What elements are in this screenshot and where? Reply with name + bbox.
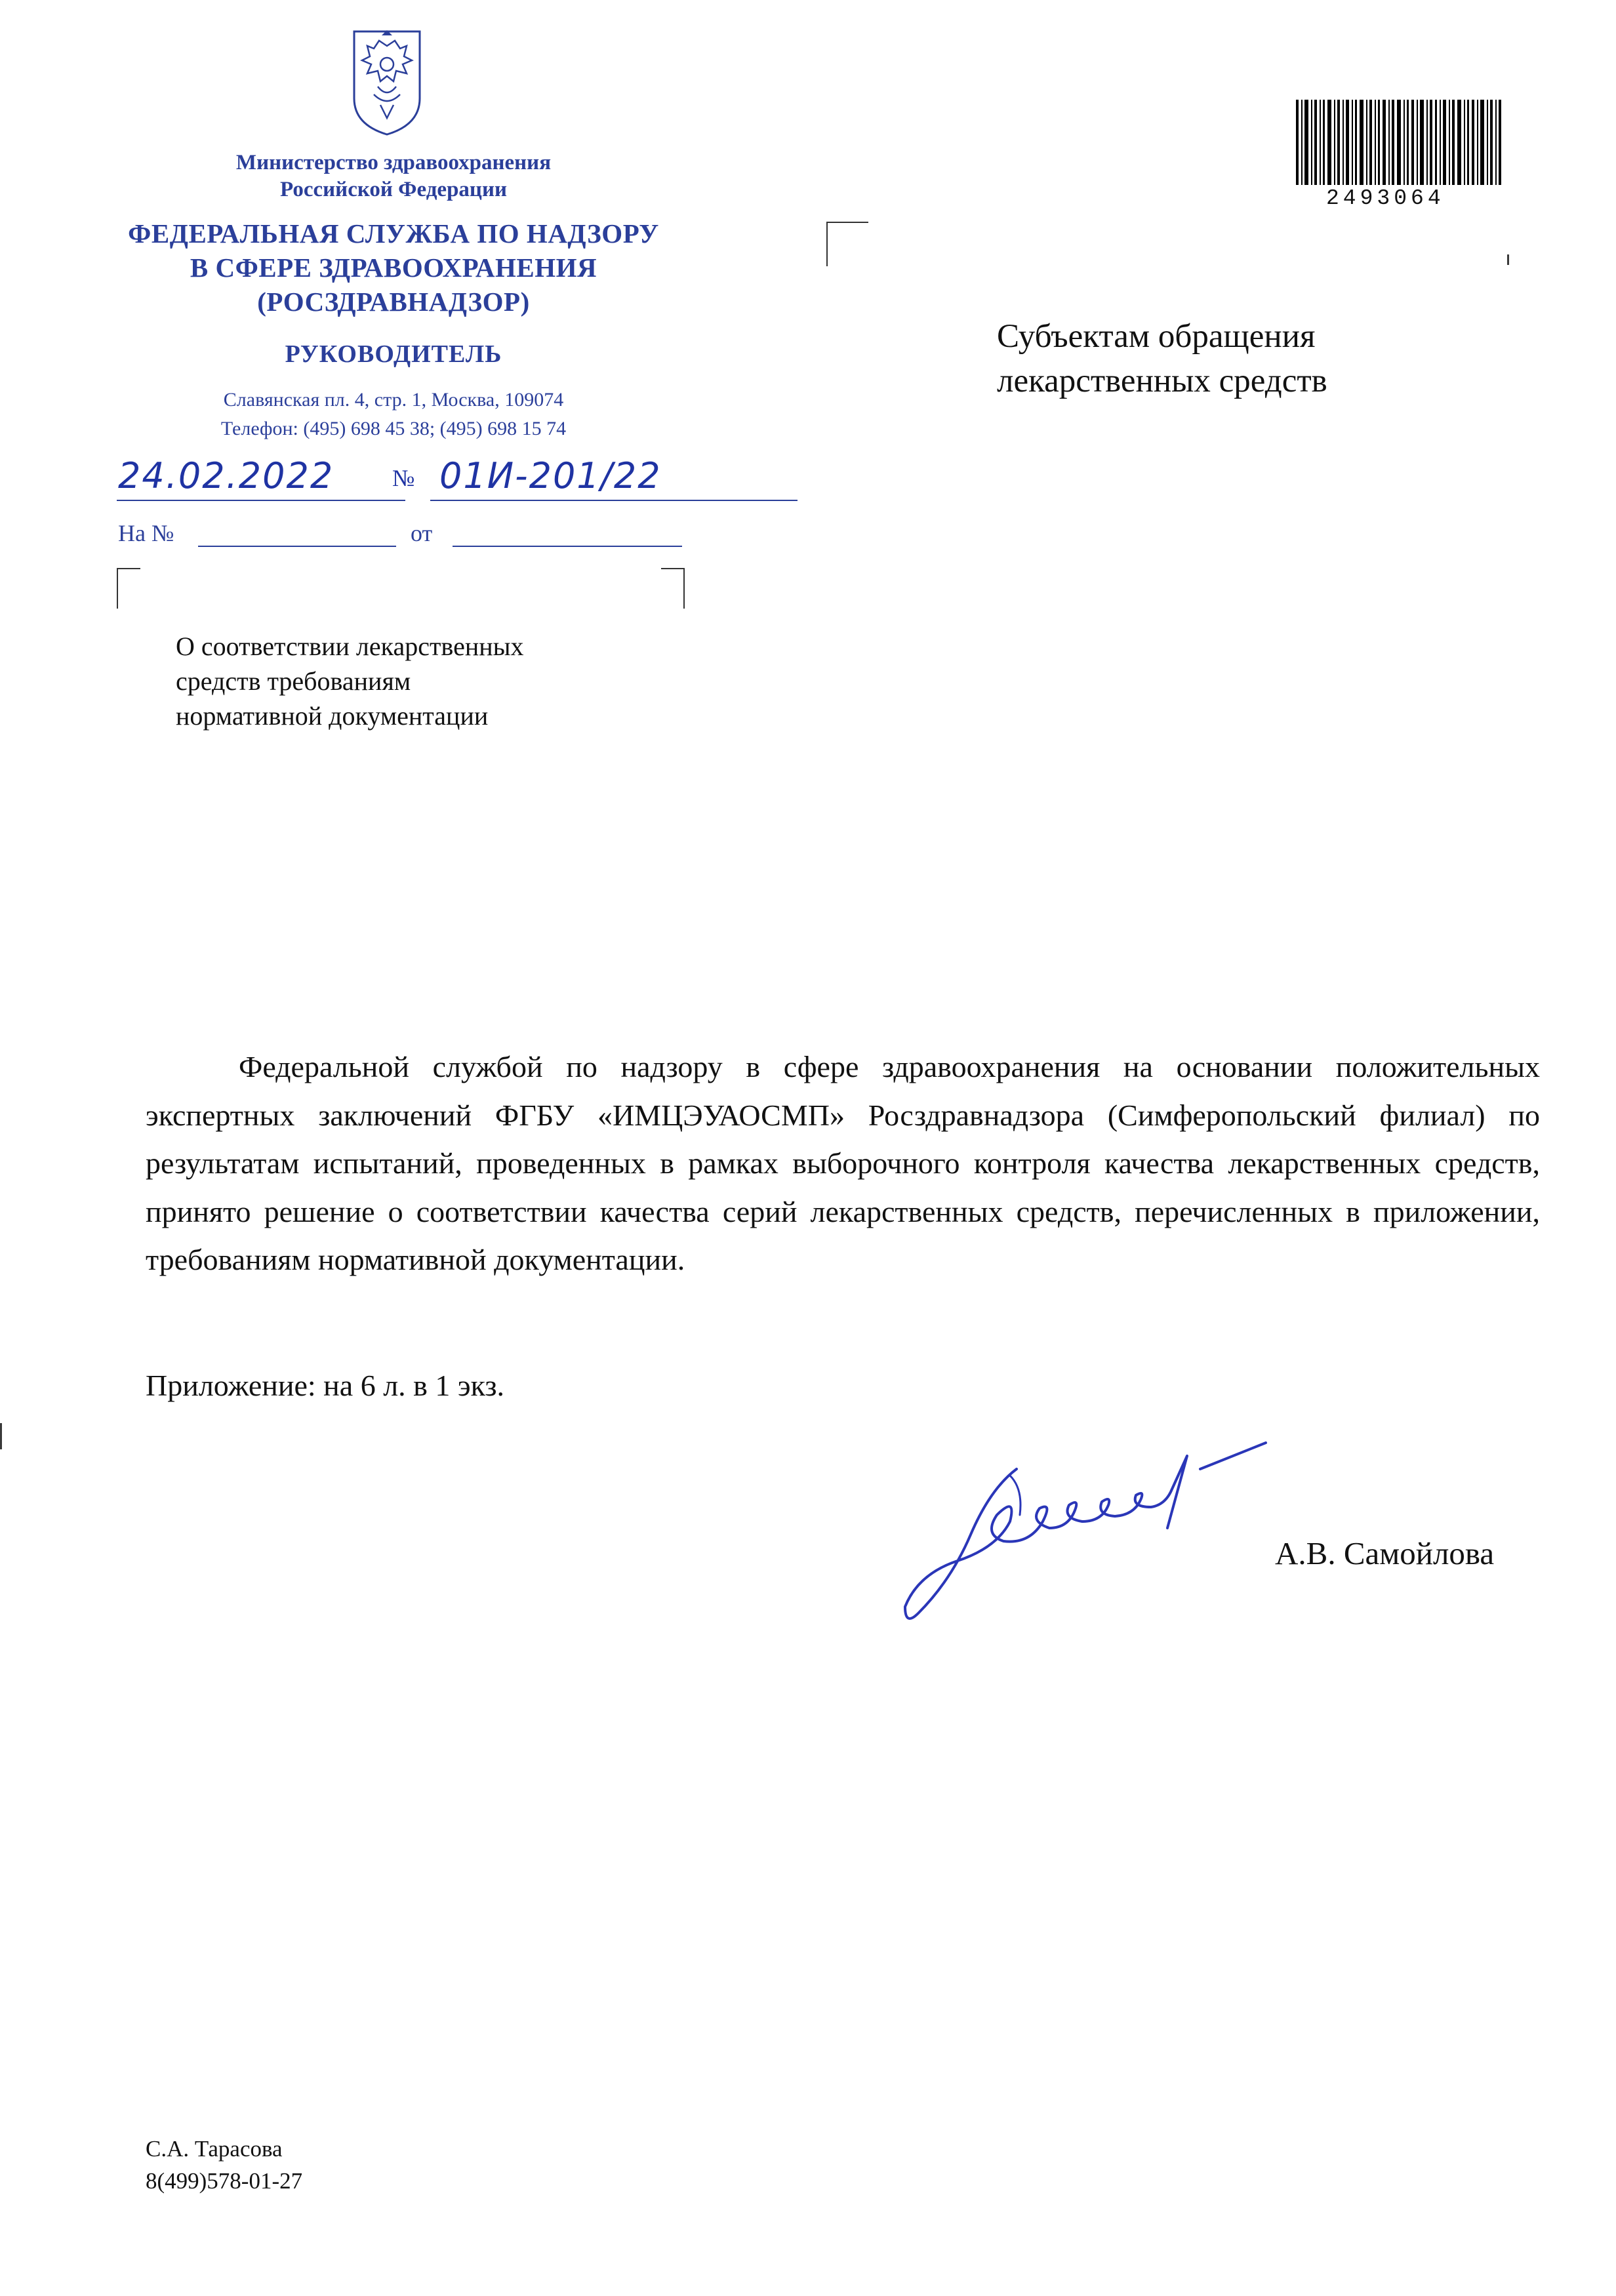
coat-of-arms-icon: [348, 26, 426, 138]
service-name: ФЕДЕРАЛЬНАЯ СЛУЖБА ПО НАДЗОРУ В СФЕРЕ ЗДРАВООХРАНЕНИЯ (РОСЗДРАВНАДЗОР): [128, 218, 659, 317]
addressee: Субъектам обращения лекарственных средств: [997, 318, 1327, 399]
reply-from-label: от: [411, 520, 433, 546]
signer-name: А.В. Самойлова: [1275, 1535, 1495, 1571]
executor-name: С.А. Тарасова: [146, 2136, 283, 2162]
executor-block: [146, 2133, 302, 2197]
executor-phone: 8(499)578-01-27: [146, 2168, 303, 2194]
number-underline: [430, 500, 798, 501]
subject-bracket-right: [661, 568, 685, 609]
date-underline: [117, 500, 405, 501]
barcode-number: 2493064: [1326, 186, 1445, 211]
reply-number-blank: [198, 546, 396, 547]
head-role: РУКОВОДИТЕЛЬ: [285, 340, 502, 368]
body-paragraph: Федеральной службой по надзору в сфере здравоохранения на основании положительных экспертных заключений ФГБУ «ИМЦЭУАОСМП» Росздравнадзора (Симферопольский филиал) по результатам испытаний, проведенных в рамках выборочного контроля качества лекарственных средств, принято решение о соответствии качества серий лекарственных средств, перечисленных в приложении, требованиям нормативной документации.: [146, 1050, 1540, 1277]
phone-numbers: Телефон: (495) 698 45 38; (495) 698 15 74: [220, 417, 567, 439]
address-block: [98, 386, 689, 443]
scan-mark: [1507, 254, 1509, 265]
letter-subject: О соответствии лекарственных средств требованиям нормативной документации: [176, 632, 524, 731]
addressee-bracket: [826, 222, 868, 266]
registration-number: 01И-201/22: [439, 455, 662, 496]
scan-edge-mark: [0, 1423, 2, 1449]
ministry-name: Министерство здравоохранения Российской Федерации: [235, 151, 552, 202]
number-sign: №: [392, 465, 415, 491]
handwritten-signature: [892, 1430, 1338, 1640]
reply-date-blank: [453, 546, 682, 547]
postal-address: Славянская пл. 4, стр. 1, Москва, 109074: [223, 389, 564, 411]
registration-date: 24.02.2022: [118, 455, 334, 496]
attachment-note: Приложение: на 6 л. в 1 экз.: [146, 1369, 505, 1402]
subject-bracket-left: [117, 568, 140, 609]
reply-to-label: На №: [118, 520, 174, 546]
barcode-icon: [1293, 100, 1503, 191]
